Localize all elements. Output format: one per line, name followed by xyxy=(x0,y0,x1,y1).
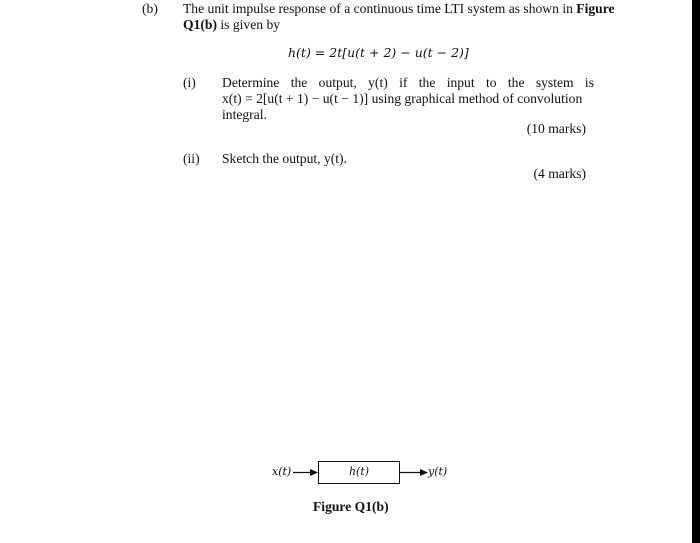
intro-line-2-text: is given by xyxy=(216,17,281,32)
intro-line-1-text: The unit impulse response of a continuous time LTI system as shown in xyxy=(183,1,577,16)
subpart-i-label: (i) xyxy=(183,75,196,90)
system-block-label: h(t) xyxy=(348,465,370,478)
page-edge-strip xyxy=(692,0,700,543)
subpart-i-marks: (10 marks) xyxy=(526,121,586,136)
subpart-ii-marks: (4 marks) xyxy=(533,166,586,181)
output-signal-label: y(t) xyxy=(428,465,448,478)
subpart-ii-label: (ii) xyxy=(183,151,200,166)
output-arrow xyxy=(400,469,428,476)
figure-caption: Figure Q1(b) xyxy=(313,499,389,514)
part-label: (b) xyxy=(142,1,158,16)
subpart-ii-line-1: Sketch the output, y(t). xyxy=(222,151,347,166)
input-arrow xyxy=(293,469,318,476)
subpart-i-line-3: integral. xyxy=(222,107,267,122)
figure-ref-id: Q1(b) xyxy=(183,17,217,32)
subpart-i-line-2: x(t) = 2[u(t + 1) − u(t − 1)] using graphical method of convolution xyxy=(222,91,583,106)
subpart-i-line-1: Determine the output, y(t) if the input to the system is xyxy=(222,75,594,90)
impulse-response-equation: h(t) = 2t[u(t + 2) − u(t − 2)] xyxy=(288,45,469,60)
input-signal-label: x(t) xyxy=(272,465,292,478)
system-block xyxy=(318,461,400,484)
figure-ref-bold: Figure xyxy=(576,1,615,16)
